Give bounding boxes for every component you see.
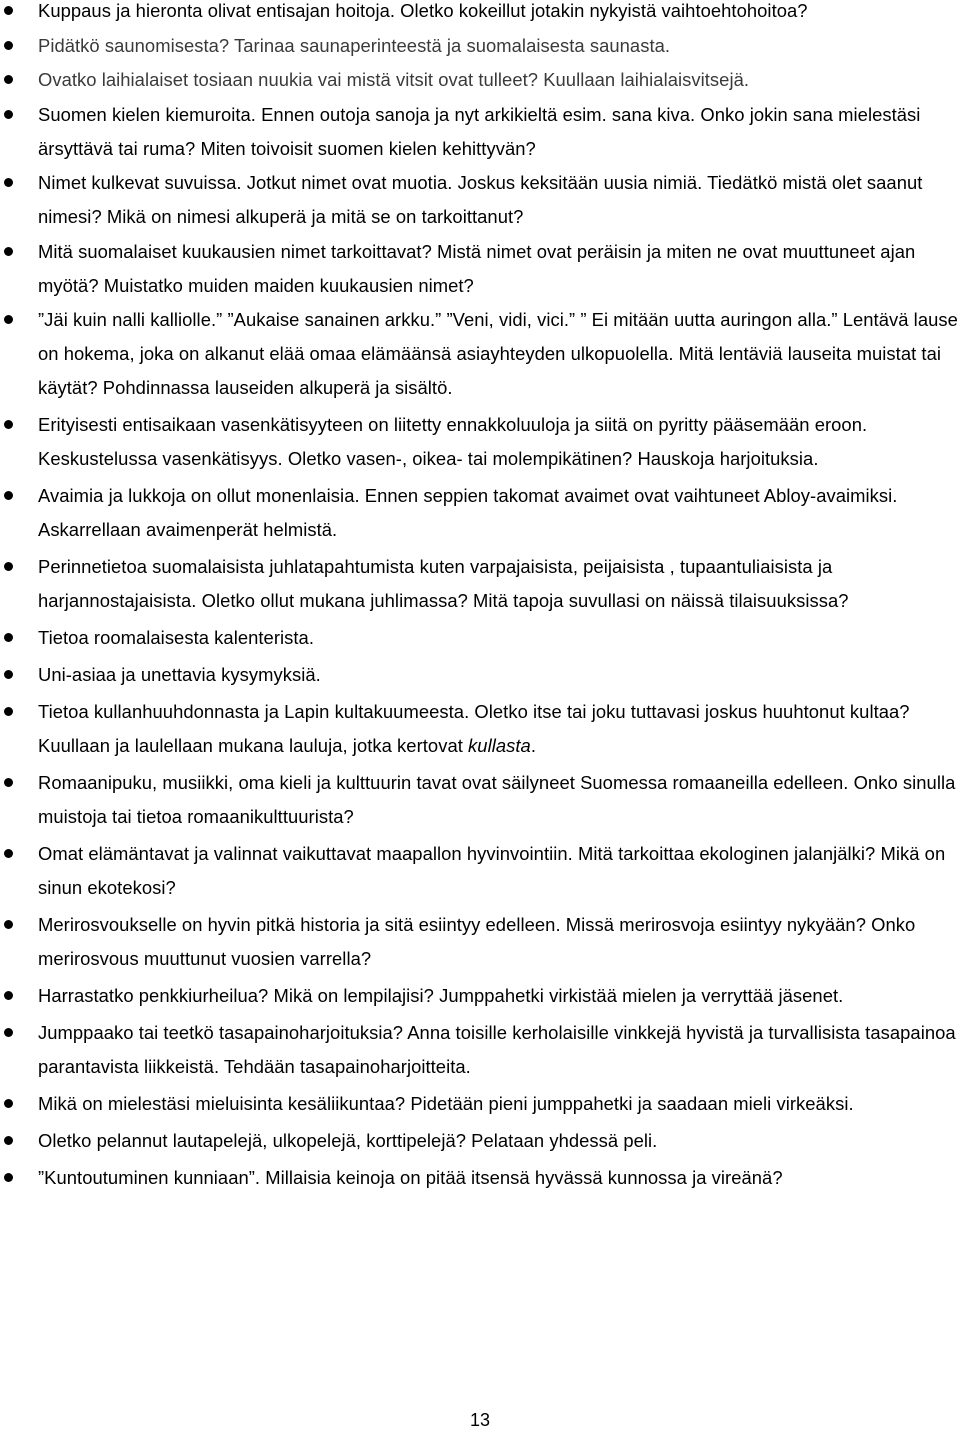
list-item [0, 303, 958, 405]
bullet-icon [4, 1028, 13, 1037]
bullet-icon [4, 247, 13, 256]
list-item [0, 98, 958, 166]
bullet-icon [4, 110, 13, 119]
bullet-icon [4, 707, 13, 716]
list-item [0, 550, 958, 618]
bullet-icon [4, 670, 13, 679]
bullet-icon [4, 562, 13, 571]
list-item [0, 235, 958, 303]
list-item-text: Pidätkö saunomisesta? Tarinaa saunaperinteestä ja suomalaisesta saunasta. [38, 34, 671, 56]
list-item [0, 29, 958, 63]
list-item [0, 408, 958, 476]
bullet-icon [4, 1136, 13, 1145]
list-item-text: Harrastatko penkkiurheilua? Mikä on lempilajisi? Jumppahetki virkistää mielen ja verryttää jäsenet. [38, 985, 844, 1006]
list-item [0, 1087, 958, 1121]
list-item-text: Kuppaus ja hieronta olivat entisajan hoitoja. Oletko kokeillut jotakin nykyistä vaihtoehtohoitoa? [38, 0, 808, 21]
list-item [0, 479, 958, 547]
list-item-text: Romaanipuku, musiikki, oma kieli ja kulttuurin tavat ovat säilyneet Suomessa romaaneilla edelleen. Onko sinulla muistoja tai tietoa romaanikulttuurista? [38, 772, 956, 827]
list-item-text: Omat elämäntavat ja valinnat vaikuttavat maapallon hyvinvointiin. Mitä tarkoittaa ekologinen jalanjälki? Mikä on sinun ekotekosi? [38, 843, 946, 898]
bullet-icon [4, 849, 13, 858]
list-item-text: Oletko pelannut lautapelejä, ulkopelejä, korttipelejä? Pelataan yhdessä peli. [38, 1130, 658, 1151]
bullet-icon [4, 315, 13, 324]
list-item-emphasis: kullasta [468, 735, 531, 756]
list-item-text: Perinnetietoa suomalaisista juhlatapahtumista kuten varpajaisista, peijaisista , tupaantuliaisista ja harjannostajaisista. Oletko ollut mukana juhlimassa? Mitä tapoja suvullasi on näissä tilaisuuksissa? [38, 556, 849, 611]
bullet-icon [4, 920, 13, 929]
list-item [0, 166, 958, 234]
list-item-text: Uni-asiaa ja unettavia kysymyksiä. [38, 664, 321, 685]
list-item-text: Suomen kielen kiemuroita. Ennen outoja sanoja ja nyt arkikieltä esim. sana kiva. Onko jokin sana mielestäsi ärsyttävä tai ruma? Miten toivoisit suomen kielen kehittyvän? [38, 103, 921, 159]
list-item-text: Tietoa kullanhuuhdonnasta ja Lapin kultakuumeesta. Oletko itse tai joku tuttavasi joskus huuhtonut kultaa? Kuullaan ja laulellaan mukana lauluja, jotka kertovat [38, 701, 910, 756]
list-item-text: Avaimia ja lukkoja on ollut monenlaisia. Ennen seppien takomat avaimet ovat vaihtuneet Abloy-avaimiksi. Askarrellaan avaimenperät helmistä. [38, 485, 898, 540]
bullet-icon [4, 178, 13, 187]
list-item-text: ”Kuntoutuminen kunniaan”. Millaisia keinoja on pitää itsensä hyvässä kunnossa ja vireänä? [38, 1167, 783, 1188]
list-item-text: Tietoa roomalaisesta kalenterista. [38, 627, 314, 648]
list-item [0, 1124, 958, 1158]
bullet-icon [4, 778, 13, 787]
bullet-icon [4, 420, 13, 429]
list-item [0, 658, 958, 692]
list-item [0, 908, 958, 976]
list-item [0, 0, 958, 28]
list-item [0, 1016, 958, 1084]
list-item-text: Jumppaako tai teetkö tasapainoharjoituksia? Anna toisille kerholaisille vinkkejä hyvistä ja turvallisista tasapainoa parantavista liikkeistä. Tehdään tasapainoharjoitteita. [38, 1022, 956, 1077]
bullet-icon [4, 633, 13, 642]
list-item-text: Erityisesti entisaikaan vasenkätisyyteen on liitetty ennakkoluuloja ja siitä on pyritty pääsemään eroon. Keskustelussa vasenkätisyys. Oletko vasen-, oikea- tai molempikätinen? Hauskoja harjoituksia. [38, 414, 868, 469]
list-item-text: Nimet kulkevat suvuissa. Jotkut nimet ovat muotia. Joskus keksitään uusia nimiä. Tiedätkö mistä olet saanut nimesi? Mikä on nimesi alkuperä ja mitä se on tarkoittanut? [38, 172, 923, 227]
bullet-icon [4, 491, 13, 500]
bullet-icon [4, 991, 13, 1000]
list-item [0, 621, 958, 655]
bullet-icon [4, 1099, 13, 1108]
list-item-text: ”Jäi kuin nalli kalliolle.” ”Aukaise sanainen arkku.” ”Veni, vidi, vici.” ” Ei mitään uutta auringon alla.” Lentävä lause on hokema, joka on alkanut elää omaa elämäänsä asiayhteyden ulkopuolella. Mitä lentäviä lauseita muistat tai käytät? Pohdinnassa lauseiden alkuperä ja sisältö. [38, 309, 958, 398]
list-item-text: Mikä on mielestäsi mieluisinta kesäliikuntaa? Pidetään pieni jumppahetki ja saadaan mieli virkeäksi. [38, 1093, 854, 1114]
bullet-icon [4, 75, 13, 84]
list-item [0, 766, 958, 834]
list-item [0, 63, 958, 97]
list-item-tail: . [530, 735, 536, 756]
bullet-icon [4, 1173, 13, 1182]
list-item-text: Ovatko laihialaiset tosiaan nuukia vai mistä vitsit ovat tulleet? Kuullaan laihialaisvitsejä. [38, 69, 750, 90]
list-item-text: Merirosvoukselle on hyvin pitkä historia ja sitä esiintyy edelleen. Missä merirosvoja esiintyy nykyään? Onko merirosvous muuttunut vuosien varrella? [38, 914, 916, 969]
list-item [0, 837, 958, 905]
bullet-icon [4, 41, 13, 50]
list-item [0, 979, 958, 1013]
list-item [0, 1161, 958, 1195]
page-number: 13 [469, 1410, 491, 1430]
list-item-text: Mitä suomalaiset kuukausien nimet tarkoittavat? Mistä nimet ovat peräisin ja miten ne ovat muuttuneet ajan myötä? Muistatko muiden maiden kuukausien nimet? [38, 240, 916, 296]
list-item [0, 695, 958, 763]
bullet-icon [4, 6, 13, 15]
